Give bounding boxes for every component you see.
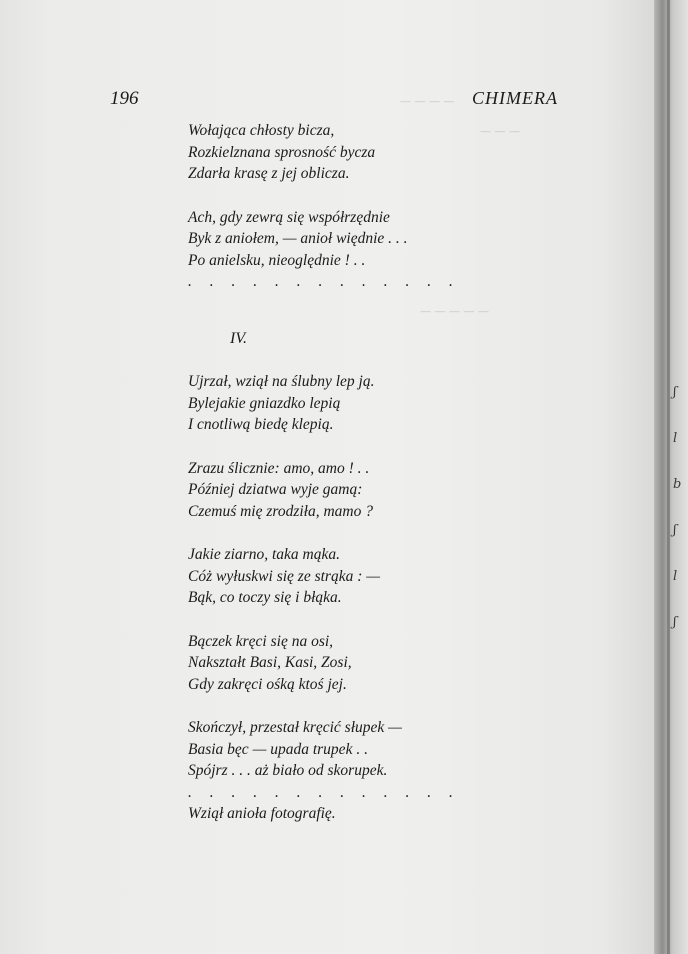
verse-line: Zrazu ślicznie: amo, amo ! . . [188, 459, 370, 477]
section-number: IV. [230, 329, 248, 347]
verse-line: Wołająca chłosty bicza, [188, 122, 335, 139]
verse-line: Bąk, co toczy się i błąka. [188, 589, 342, 606]
verse-line: Gdy zakręci ośką ktoś jej. [188, 675, 347, 693]
stanza [188, 458, 478, 523]
verse-line: Ach, gdy zewrą się współrzędnie [188, 208, 390, 226]
verse-line: Jakie ziarno, taka mąka. [188, 546, 340, 563]
verse-line: Czemuś mię zrodziła, mamo ? [188, 502, 374, 520]
verse-line: Cóż wyłuskwi się ze strąka : — [188, 567, 381, 585]
ellipsis-row: . . . . . . . . . . . . . [188, 783, 460, 801]
stanza [188, 371, 478, 436]
verse-line: Rozkielznana sprosność bycza [188, 143, 376, 161]
stanza [188, 717, 478, 782]
verse-line: Zdarła krasę z jej oblicza. [188, 165, 350, 182]
verse-line: Basia bęc — upada trupek . . [188, 740, 368, 758]
poem-body [188, 120, 478, 825]
verse-line: Spójrz . . . aż biało od skorupek. [188, 762, 388, 779]
page-number: 196 [110, 88, 139, 109]
verse-line: Byk z aniołem, — anioł więdnie . . . [188, 230, 408, 247]
final-verse-line: Wziął anioła fotografię. [188, 805, 336, 822]
bleed-through-ghost: — — — — — [420, 305, 489, 318]
verse-line: Skończył, przestał kręcić słupek — [188, 719, 402, 736]
stanza [188, 631, 478, 696]
verse-line: I cnotliwą biedę klepią. [188, 416, 334, 433]
verse-line: Nakształt Basi, Kasi, Zosi, [188, 654, 352, 671]
verse-line: Po anielsku, nieoględnie ! . . [188, 251, 366, 269]
verse-line: Bylejakie gniazdko lepią [188, 394, 341, 412]
gutter-shadow [667, 0, 670, 954]
stanza [188, 544, 478, 609]
journal-title: CHIMERA [472, 88, 558, 108]
adjacent-page-edge-letters: ʃ l b ʃ l ʃ [673, 385, 682, 630]
running-header [110, 88, 558, 112]
stanza [188, 120, 478, 185]
bleed-through-ghost: — — — — [400, 95, 455, 108]
stanza [188, 207, 478, 272]
verse-line: Bączek kręci się na osi, [188, 632, 334, 650]
verse-line: Później dziatwa wyje gamą: [188, 481, 363, 498]
ellipsis-row: . . . . . . . . . . . . . [188, 273, 460, 290]
bleed-through-ghost: — — — [480, 125, 520, 138]
verse-line: Ujrzał, wziął na ślubny lep ją. [188, 373, 375, 390]
